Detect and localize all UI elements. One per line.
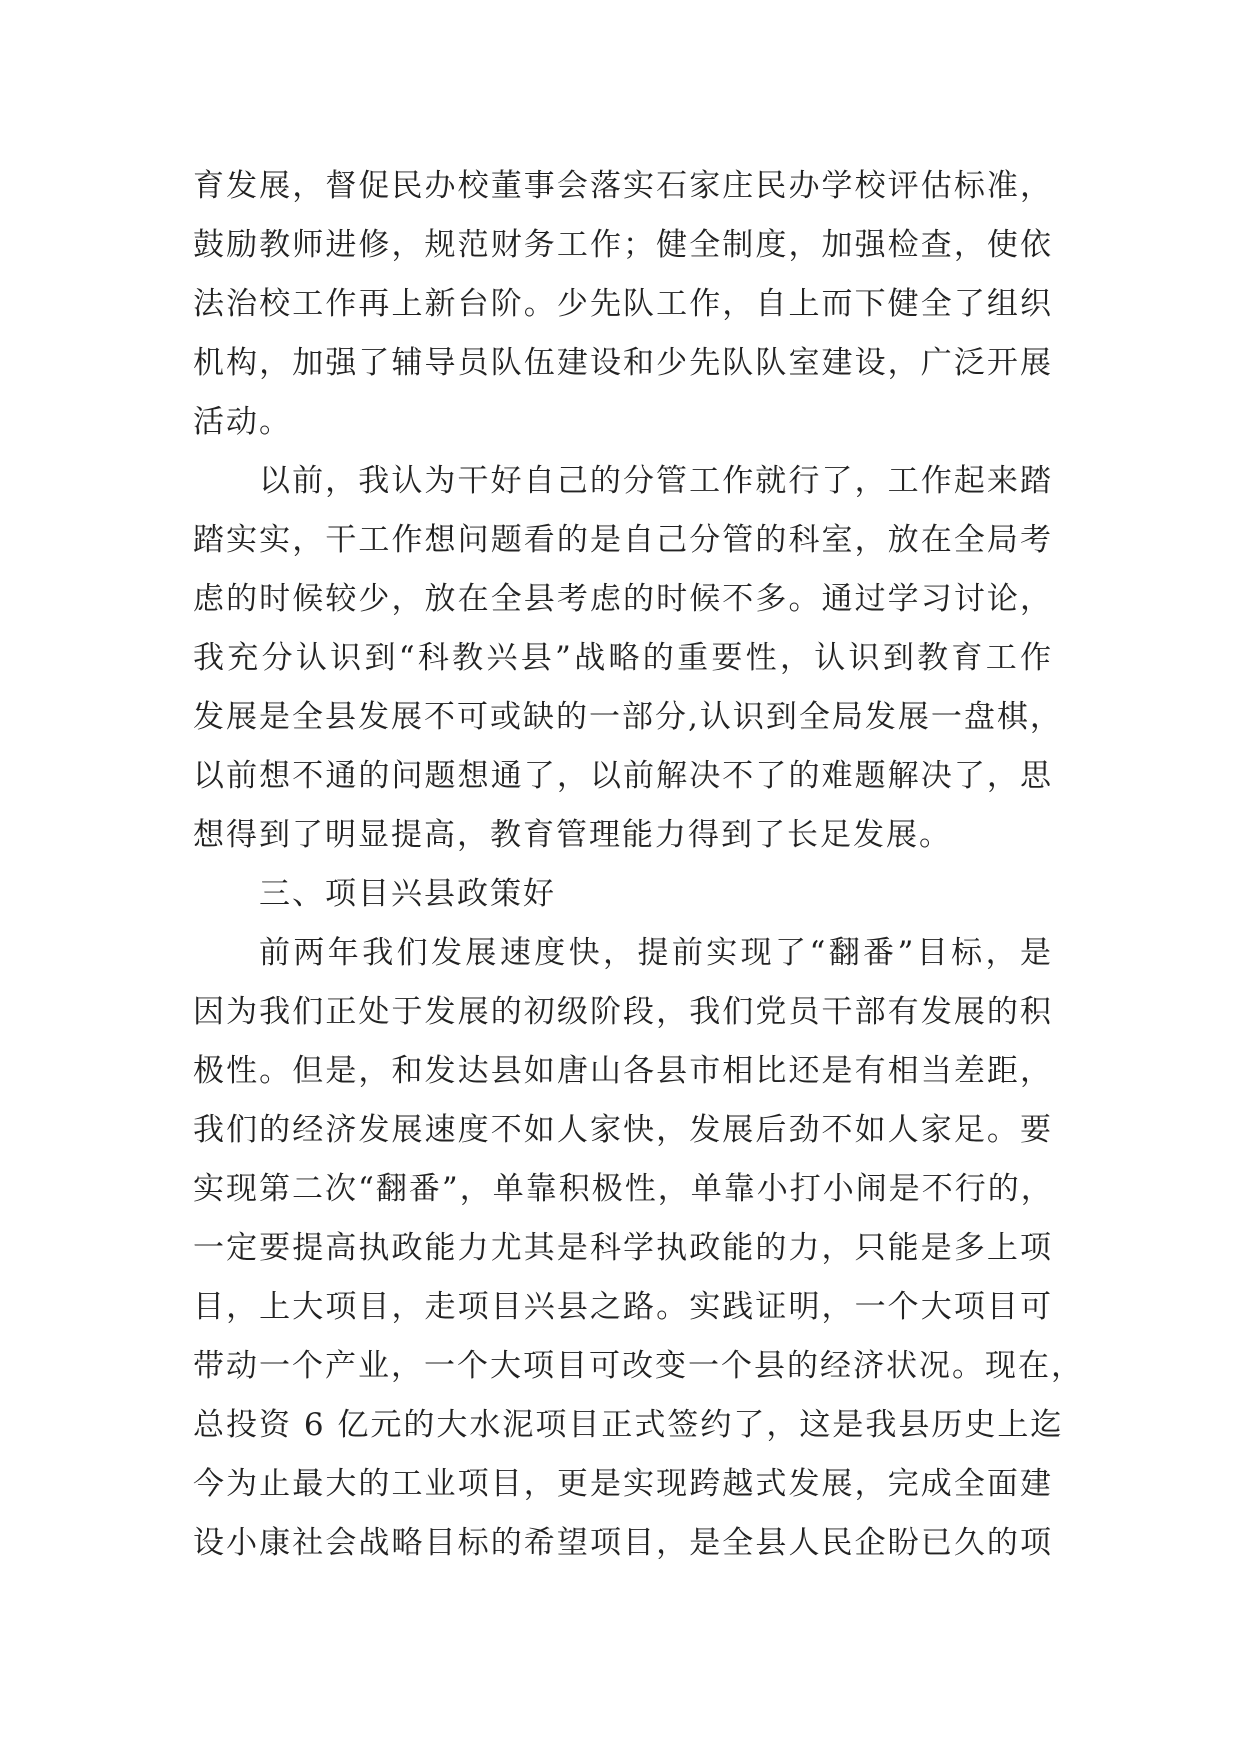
text-line: 发展是全县发展不可或缺的一部分,认识到全局发展一盘棋，	[193, 699, 1063, 735]
text-line: 实现第二次“翻番”，单靠积极性，单靠小打小闹是不行的，	[193, 1171, 1054, 1207]
section-heading: 三、项目兴县政策好	[259, 876, 556, 912]
text-line: 想得到了明显提高，教育管理能力得到了长足发展。	[193, 817, 952, 853]
text-line: 鼓励教师进修，规范财务工作；健全制度，加强检查，使依	[193, 227, 1053, 263]
text-line: 法治校工作再上新台阶。少先队工作，自上而下健全了组织	[193, 286, 1053, 322]
text-line: 活动。	[193, 404, 292, 440]
text-line: 一定要提高执政能力尤其是科学执政能的力，只能是多上项	[193, 1230, 1053, 1266]
text-line: 因为我们正处于发展的初级阶段，我们党员干部有发展的积	[193, 994, 1053, 1030]
text-line: 今为止最大的工业项目，更是实现跨越式发展，完成全面建	[193, 1466, 1053, 1502]
text-line: 以前，我认为干好自己的分管工作就行了，工作起来踏	[259, 463, 1053, 499]
text-line: 总投资 6 亿元的大水泥项目正式签约了，这是我县历史上迄	[193, 1407, 1064, 1443]
text-line: 育发展，督促民办校董事会落实石家庄民办学校评估标准，	[193, 168, 1053, 204]
text-line: 踏实实，干工作想问题看的是自己分管的科室，放在全局考	[193, 522, 1053, 558]
text-line: 我充分认识到“科教兴县”战略的重要性，认识到教育工作	[193, 640, 1053, 676]
text-line: 目，上大项目，走项目兴县之路。实践证明，一个大项目可	[193, 1289, 1053, 1325]
text-line: 以前想不通的问题想通了，以前解决不了的难题解决了，思	[193, 758, 1053, 794]
text-line: 前两年我们发展速度快，提前实现了“翻番”目标，是	[259, 935, 1053, 971]
text-line: 虑的时候较少，放在全县考虑的时候不多。通过学习讨论，	[193, 581, 1053, 617]
text-line: 我们的经济发展速度不如人家快，发展后劲不如人家足。要	[193, 1112, 1053, 1148]
text-line: 极性。但是，和发达县如唐山各县市相比还是有相当差距，	[193, 1053, 1053, 1089]
text-line: 设小康社会战略目标的希望项目，是全县人民企盼已久的项	[193, 1525, 1053, 1561]
text-line: 机构，加强了辅导员队伍建设和少先队队室建设，广泛开展	[193, 345, 1053, 381]
document-body	[193, 157, 1084, 1573]
text-line: 带动一个产业，一个大项目可改变一个县的经济状况。现在，	[193, 1348, 1084, 1384]
